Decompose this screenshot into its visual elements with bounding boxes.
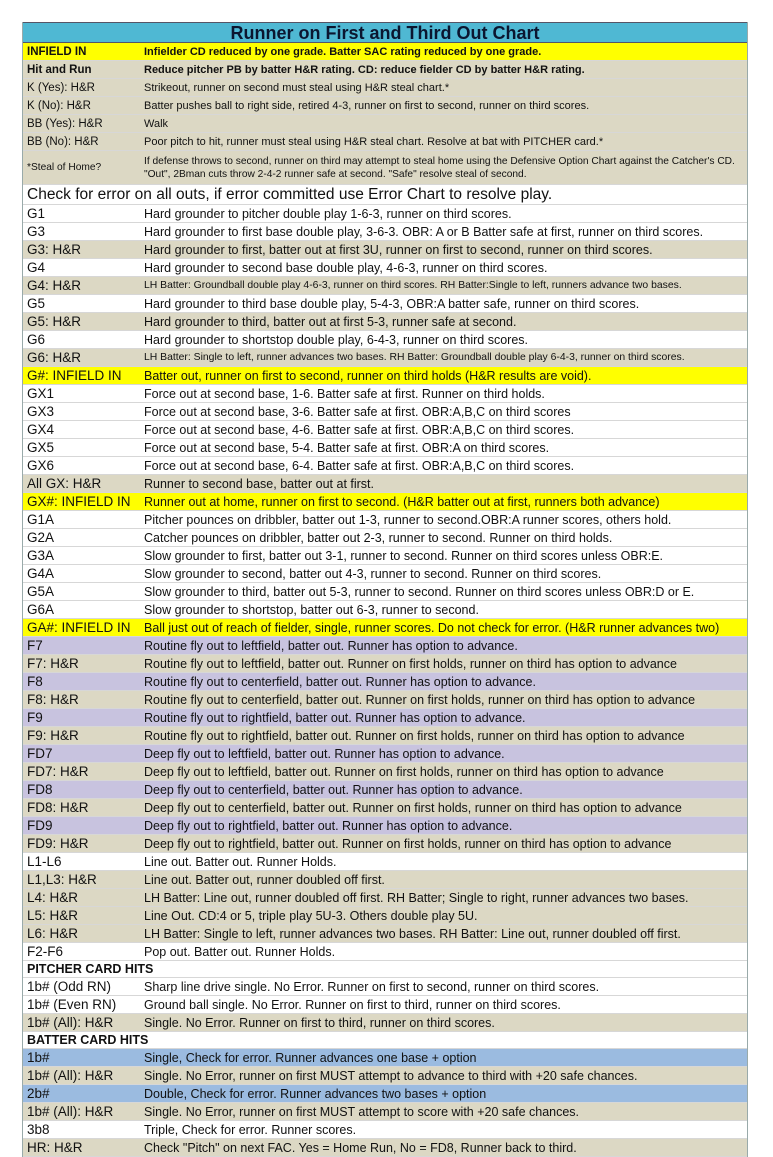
- row-label: K (No): H&R: [27, 99, 91, 112]
- table-row: [23, 367, 747, 385]
- row-label: L6: H&R: [27, 925, 79, 941]
- table-row: [23, 925, 747, 943]
- row-label: G3: [27, 223, 46, 239]
- row-text: Single, Check for error. Runner advances one base + option: [144, 1050, 477, 1065]
- row-label: FD8: [27, 781, 53, 797]
- row-text: Strikeout, runner on second must steal using H&R steal chart.*: [144, 81, 450, 94]
- row-label: L1-L6: [27, 853, 62, 869]
- row-text: Single. No Error. Runner on first to third, runner on third scores.: [144, 1015, 495, 1030]
- table-row: [23, 853, 747, 871]
- row-text: Force out at second base, 5-4. Batter safe at first. OBR:A on third scores.: [144, 440, 550, 455]
- table-row: [23, 277, 747, 295]
- row-label: 2b#: [27, 1085, 50, 1101]
- row-text: Force out at second base, 1-6. Batter safe at first. Runner on third holds.: [144, 386, 545, 401]
- row-text: Infielder CD reduced by one grade. Batter SAC rating reduced by one grade.: [144, 45, 542, 58]
- result-rows: [23, 205, 747, 961]
- row-label: F9: [27, 709, 43, 725]
- row-label: BB (Yes): H&R: [27, 117, 103, 130]
- check-error-note: Check for error on all outs, if error committed use Error Chart to resolve play.: [23, 185, 747, 205]
- table-row: [23, 763, 747, 781]
- row-text: Deep fly out to centerfield, batter out. Runner on first holds, runner on third has option to advance: [144, 800, 682, 815]
- table-row: [23, 313, 747, 331]
- table-row: [23, 511, 747, 529]
- table-row: [23, 978, 747, 996]
- row-text: Deep fly out to leftfield, batter out. Runner has option to advance.: [144, 746, 505, 761]
- row-text: Pitcher pounces on dribbler, batter out 1-3, runner to second.OBR:A runner scores, others hold.: [144, 512, 672, 527]
- table-row: [23, 475, 747, 493]
- row-text: Force out at second base, 6-4. Batter safe at first. OBR:A,B,C on third scores.: [144, 458, 575, 473]
- row-label: GX5: [27, 439, 55, 455]
- row-text: Check "Pitch" on next FAC. Yes = Home Run, No = FD8, Runner back to third.: [144, 1140, 577, 1155]
- row-text: Line out. Batter out. Runner Holds.: [144, 854, 337, 869]
- table-row: [23, 1121, 747, 1139]
- table-row: [23, 655, 747, 673]
- row-text: Force out at second base, 3-6. Batter safe at first. OBR:A,B,C on third scores: [144, 404, 571, 419]
- chart-title: Runner on First and Third Out Chart: [23, 22, 747, 43]
- row-text: Deep fly out to centerfield, batter out. Runner has option to advance.: [144, 782, 523, 797]
- row-text: Hard grounder to pitcher double play 1-6-3, runner on third scores.: [144, 206, 512, 221]
- row-label: GX4: [27, 421, 55, 437]
- table-row: [23, 835, 747, 853]
- out-chart: [22, 22, 748, 1157]
- row-text: Ground ball single. No Error. Runner on first to third, runner on third scores.: [144, 997, 561, 1012]
- row-text: LH Batter: Line out, runner doubled off first. RH Batter; Single to right, runner advances two bases.: [144, 890, 689, 905]
- row-label: G1A: [27, 511, 55, 527]
- row-text: Hard grounder to first base double play, 3-6-3. OBR: A or B Batter safe at first, runner on third scores.: [144, 224, 704, 239]
- row-label: G5: [27, 295, 46, 311]
- row-text: Slow grounder to shortstop, batter out 6-3, runner to second.: [144, 602, 479, 617]
- row-label: F7: [27, 637, 43, 653]
- row-text: Routine fly out to leftfield, batter out. Runner on first holds, runner on third has option to advance: [144, 656, 677, 671]
- row-label: 1b#: [27, 1049, 50, 1065]
- row-text: Slow grounder to second, batter out 4-3, runner to second. Runner on third scores.: [144, 566, 602, 581]
- row-label: INFIELD IN: [27, 45, 87, 58]
- row-label: G3A: [27, 547, 55, 563]
- table-row: [23, 691, 747, 709]
- row-label: 1b# (Even RN): [27, 996, 117, 1012]
- row-text: Poor pitch to hit, runner must steal using H&R steal chart. Resolve at bat with PITCHER card.*: [144, 135, 604, 148]
- table-row: [23, 421, 747, 439]
- table-row: [23, 1103, 747, 1121]
- table-row: [23, 817, 747, 835]
- row-text: Ball just out of reach of fielder, single, runner scores. Do not check for error. (H&R runner advances two): [144, 620, 720, 635]
- row-label: FD9: H&R: [27, 835, 89, 851]
- table-row: [23, 1085, 747, 1103]
- row-text: Line out. Batter out, runner doubled off first.: [144, 872, 385, 887]
- row-label: F2-F6: [27, 943, 64, 959]
- table-row: [23, 781, 747, 799]
- row-text: Single. No Error, runner on first MUST attempt to advance to third with +20 safe chances.: [144, 1068, 638, 1083]
- row-text: LH Batter: Groundball double play 4-6-3, runner on third scores. RH Batter:Single to left, runners advance two bases.: [144, 279, 682, 291]
- row-label: GX3: [27, 403, 55, 419]
- row-label: FD9: [27, 817, 53, 833]
- row-label: K (Yes): H&R: [27, 81, 95, 94]
- row-label: G6A: [27, 601, 55, 617]
- row-label: G3: H&R: [27, 241, 82, 257]
- row-text: Routine fly out to rightfield, batter out. Runner on first holds, runner on third has option to advance: [144, 728, 685, 743]
- row-text: Runner out at home, runner on first to second. (H&R batter out at first, runners both advance): [144, 494, 660, 509]
- top-rules: [23, 43, 747, 151]
- row-text: Routine fly out to centerfield, batter out. Runner has option to advance.: [144, 674, 536, 689]
- table-row: [23, 457, 747, 475]
- row-text: Batter out, runner on first to second, runner on third holds (H&R results are void).: [144, 368, 592, 383]
- table-row: [23, 583, 747, 601]
- table-row: [23, 403, 747, 421]
- row-text: Hard grounder to third base double play, 5-4-3, OBR:A batter safe, runner on third scores.: [144, 296, 640, 311]
- table-row: [23, 97, 747, 115]
- row-text: Reduce pitcher PB by batter H&R rating. CD: reduce fielder CD by batter H&R rating.: [144, 63, 585, 76]
- row-label: G4A: [27, 565, 55, 581]
- row-label: GA#: INFIELD IN: [27, 619, 131, 635]
- batter-rows: [23, 1049, 747, 1157]
- row-label: F7: H&R: [27, 655, 79, 671]
- table-row: [23, 1014, 747, 1032]
- table-row: [23, 331, 747, 349]
- table-row: [23, 61, 747, 79]
- row-text: Catcher pounces on dribbler, batter out 2-3, runner to second. Runner on third holds.: [144, 530, 613, 545]
- table-row: [23, 907, 747, 925]
- row-label: 3b8: [27, 1121, 50, 1137]
- table-row: [23, 745, 747, 763]
- table-row: [23, 241, 747, 259]
- row-text: Hard grounder to first, batter out at first 3U, runner on first to second, runner on third scores.: [144, 242, 653, 257]
- row-label: F8: [27, 673, 43, 689]
- table-row: [23, 493, 747, 511]
- row-label: 1b# (All): H&R: [27, 1103, 114, 1119]
- table-row: [23, 709, 747, 727]
- table-row: [23, 637, 747, 655]
- row-text: Hard grounder to third, batter out at first 5-3, runner safe at second.: [144, 314, 517, 329]
- row-label: F8: H&R: [27, 691, 79, 707]
- row-text: Single. No Error, runner on first MUST attempt to score with +20 safe chances.: [144, 1104, 580, 1119]
- table-row: [23, 547, 747, 565]
- batter-section-header: BATTER CARD HITS: [23, 1032, 747, 1049]
- table-row: [23, 295, 747, 313]
- table-row: [23, 259, 747, 277]
- row-text: Force out at second base, 4-6. Batter safe at first. OBR:A,B,C on third scores.: [144, 422, 575, 437]
- row-text: If defense throws to second, runner on third may attempt to steal home using the Defensive Option Chart against the Catcher's CD. "Out", 2Bman cuts throw 2-4-2 runner safe at second. "Safe" resolve steal of second.: [144, 155, 735, 180]
- pitcher-section-header: PITCHER CARD HITS: [23, 961, 747, 978]
- row-label: L1,L3: H&R: [27, 871, 97, 887]
- row-label: *Steal of Home?: [27, 162, 102, 173]
- row-label: 1b# (All): H&R: [27, 1067, 114, 1083]
- row-text: Pop out. Batter out. Runner Holds.: [144, 944, 336, 959]
- row-text: Line Out. CD:4 or 5, triple play 5U-3. Others double play 5U.: [144, 908, 478, 923]
- table-row: [23, 385, 747, 403]
- row-text: LH Batter: Single to left, runner advances two bases. RH Batter: Groundball double play 6-4-3, runner on third scores.: [144, 351, 685, 363]
- table-row: [23, 565, 747, 583]
- row-label: G4: [27, 259, 46, 275]
- row-text: Routine fly out to rightfield, batter out. Runner has option to advance.: [144, 710, 526, 725]
- row-label: F9: H&R: [27, 727, 79, 743]
- table-row: [23, 601, 747, 619]
- row-label: GX1: [27, 385, 55, 401]
- table-row: [23, 996, 747, 1014]
- row-label: 1b# (Odd RN): [27, 978, 112, 994]
- row-label: G2A: [27, 529, 55, 545]
- row-text: Routine fly out to leftfield, batter out. Runner has option to advance.: [144, 638, 518, 653]
- row-label: All GX: H&R: [27, 475, 102, 491]
- row-text: Runner to second base, batter out at first.: [144, 476, 374, 491]
- row-text: Double, Check for error. Runner advances two bases + option: [144, 1086, 487, 1101]
- table-row: [23, 223, 747, 241]
- row-label: G#: INFIELD IN: [27, 367, 122, 383]
- row-text: Routine fly out to centerfield, batter out. Runner on first holds, runner on third has option to advance: [144, 692, 696, 707]
- table-row: [23, 205, 747, 223]
- row-label: G6: [27, 331, 46, 347]
- table-row: [23, 799, 747, 817]
- row-label: FD7: [27, 745, 53, 761]
- row-label: L5: H&R: [27, 907, 79, 923]
- row-label: G4: H&R: [27, 277, 82, 293]
- row-label: HR: H&R: [27, 1139, 83, 1155]
- table-row: [23, 889, 747, 907]
- row-label: G1: [27, 205, 46, 221]
- steal-of-home-row: [23, 151, 747, 185]
- row-label: FD8: H&R: [27, 799, 89, 815]
- row-text: Deep fly out to rightfield, batter out. Runner has option to advance.: [144, 818, 513, 833]
- table-row: [23, 673, 747, 691]
- table-row: [23, 1139, 747, 1157]
- row-text: Hard grounder to shortstop double play, 6-4-3, runner on third scores.: [144, 332, 529, 347]
- table-row: [23, 115, 747, 133]
- row-text: Walk: [144, 117, 169, 130]
- row-text: Triple, Check for error. Runner scores.: [144, 1122, 357, 1137]
- row-text: Slow grounder to third, batter out 5-3, runner to second. Runner on third scores unless OBR:D or E.: [144, 584, 695, 599]
- row-text: Slow grounder to first, batter out 3-1, runner to second. Runner on third scores unless OBR:E.: [144, 548, 664, 563]
- row-text: LH Batter: Single to left, runner advances two bases. RH Batter: Line out, runner doubled off first.: [144, 926, 681, 941]
- row-label: Hit and Run: [27, 63, 92, 76]
- table-row: [23, 133, 747, 151]
- table-row: [23, 943, 747, 961]
- table-row: [23, 79, 747, 97]
- table-row: [23, 1049, 747, 1067]
- row-label: BB (No): H&R: [27, 135, 99, 148]
- table-row: [23, 349, 747, 367]
- row-label: GX6: [27, 457, 55, 473]
- row-label: G6: H&R: [27, 349, 82, 365]
- row-text: Batter pushes ball to right side, retired 4-3, runner on first to second, runner on third scores.: [144, 99, 590, 112]
- table-row: [23, 43, 747, 61]
- pitcher-rows: [23, 978, 747, 1032]
- row-text: Hard grounder to second base double play, 4-6-3, runner on third scores.: [144, 260, 548, 275]
- row-label: G5: H&R: [27, 313, 82, 329]
- table-row: [23, 439, 747, 457]
- table-row: [23, 727, 747, 745]
- row-label: L4: H&R: [27, 889, 79, 905]
- table-row: [23, 1067, 747, 1085]
- table-row: [23, 871, 747, 889]
- row-label: GX#: INFIELD IN: [27, 493, 131, 509]
- row-text: Deep fly out to rightfield, batter out. Runner on first holds, runner on third has option to advance: [144, 836, 672, 851]
- row-text: Deep fly out to leftfield, batter out. Runner on first holds, runner on third has option to advance: [144, 764, 664, 779]
- row-label: FD7: H&R: [27, 763, 89, 779]
- row-label: 1b# (All): H&R: [27, 1014, 114, 1030]
- row-text: Sharp line drive single. No Error. Runner on first to second, runner on third scores.: [144, 979, 600, 994]
- table-row: [23, 529, 747, 547]
- table-row: [23, 619, 747, 637]
- row-label: G5A: [27, 583, 55, 599]
